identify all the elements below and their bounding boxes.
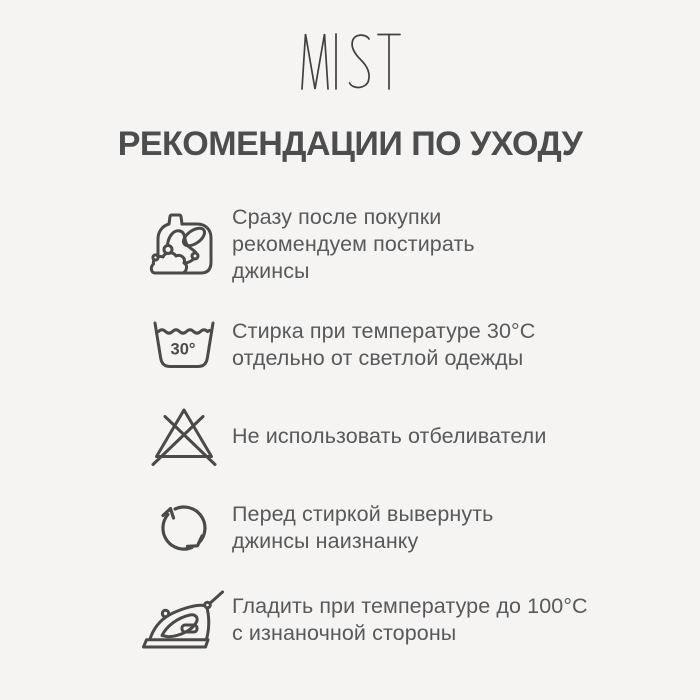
care-item-line: Сразу после покупки bbox=[232, 205, 442, 229]
page-title: РЕКОМЕНДАЦИИ ПО УХОДУ bbox=[117, 125, 583, 163]
wash-temp-label: 30° bbox=[170, 340, 196, 359]
iron-icon bbox=[142, 589, 226, 651]
turn-inside-out-icon bbox=[142, 500, 226, 556]
care-item-text bbox=[232, 318, 535, 372]
detergent-bottle-icon bbox=[142, 211, 226, 279]
care-item-wash-temperature bbox=[142, 318, 612, 372]
care-item-line: джинсы bbox=[232, 259, 310, 283]
care-item-line: отдельно от светлой одежды bbox=[232, 346, 524, 370]
wash-30-degrees-icon bbox=[142, 321, 226, 369]
care-item-line: Гладить при температуре до 100°C bbox=[232, 594, 588, 618]
care-item-line: рекомендуем постирать bbox=[232, 232, 475, 256]
care-item-line: Стирка при температуре 30°C bbox=[232, 319, 536, 343]
brand-logo bbox=[0, 0, 700, 90]
mist-logo-icon bbox=[298, 33, 402, 90]
care-item-text bbox=[232, 423, 546, 450]
care-item-line: Не использовать отбеливатели bbox=[232, 423, 547, 448]
care-item-no-bleach bbox=[142, 405, 612, 467]
care-item-line: Перед стиркой вывернуть bbox=[232, 502, 494, 526]
care-item-ironing bbox=[142, 589, 612, 651]
care-item-text bbox=[232, 204, 475, 285]
care-item-text bbox=[232, 593, 588, 647]
care-item-line: джинсы наизнанку bbox=[232, 529, 419, 553]
care-item-turn-inside-out bbox=[142, 500, 612, 556]
no-bleach-icon bbox=[142, 405, 226, 467]
care-instructions-list bbox=[142, 204, 612, 651]
care-item-text bbox=[232, 501, 493, 555]
care-item-wash-after-purchase bbox=[142, 204, 612, 285]
care-item-line: с изнаночной стороны bbox=[232, 621, 457, 645]
